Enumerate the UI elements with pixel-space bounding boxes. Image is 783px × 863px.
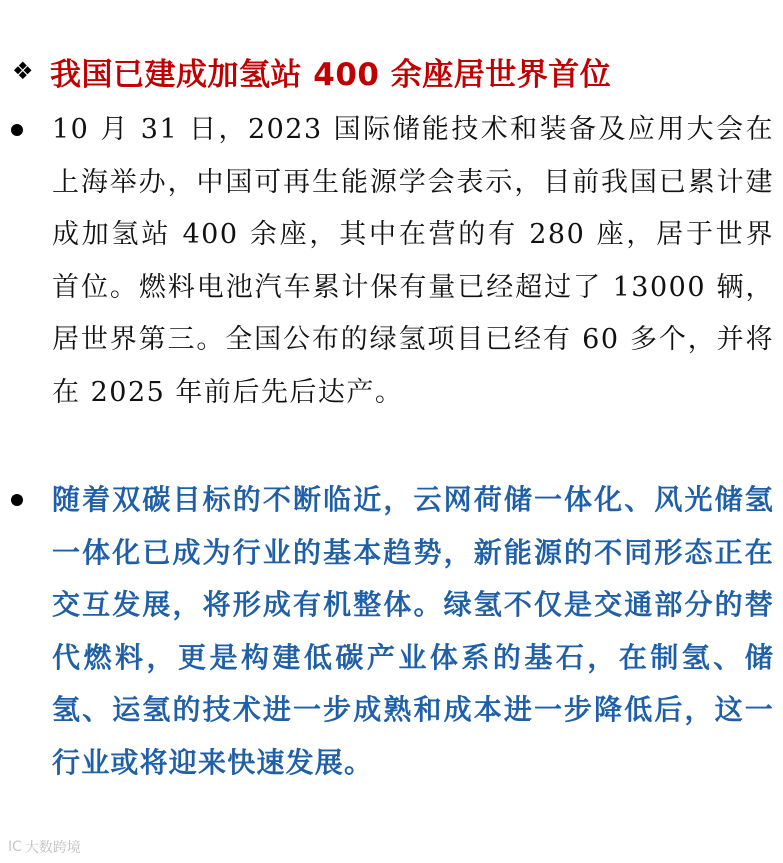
bullet-dot-icon <box>11 494 23 506</box>
bullet-text-1: 10 月 31 日，2023 国际储能技术和装备及应用大会在上海举办，中国可再生能源学会表示，目前我国已累计建成加氢站 400 余座，其中在营的有 280 座，居于世界首位。燃料电池汽车累计保有量已经超过了 13000 辆，居世界第三。全国公布的绿氢项目已经有 60 多个，并将在 2025 年前后先后达产。 <box>52 114 774 408</box>
watermark-text: 大数跨境 <box>24 840 81 856</box>
bullet-text-2: 随着双碳目标的不断临近，云网荷储一体化、风光储氢一体化已成为行业的基本趋势，新能源的不同形态正在交互发展，将形成有机整体。绿氢不仅是交通部分的替代燃料，更是构建低碳产业体系的基石，在制氢、储氢、运氢的技术进一步成熟和成本进一步降低后，这一行业或将迎来快速发展。 <box>52 483 774 779</box>
watermark <box>8 837 81 857</box>
section-heading <box>12 46 772 96</box>
heading-title: 我国已建成加氢站 400 余座居世界首位 <box>50 56 612 93</box>
diamond-bullet-icon: ❖ <box>12 57 34 85</box>
watermark-logo-icon: IC <box>8 839 22 855</box>
bullet-dot-icon <box>11 124 23 136</box>
